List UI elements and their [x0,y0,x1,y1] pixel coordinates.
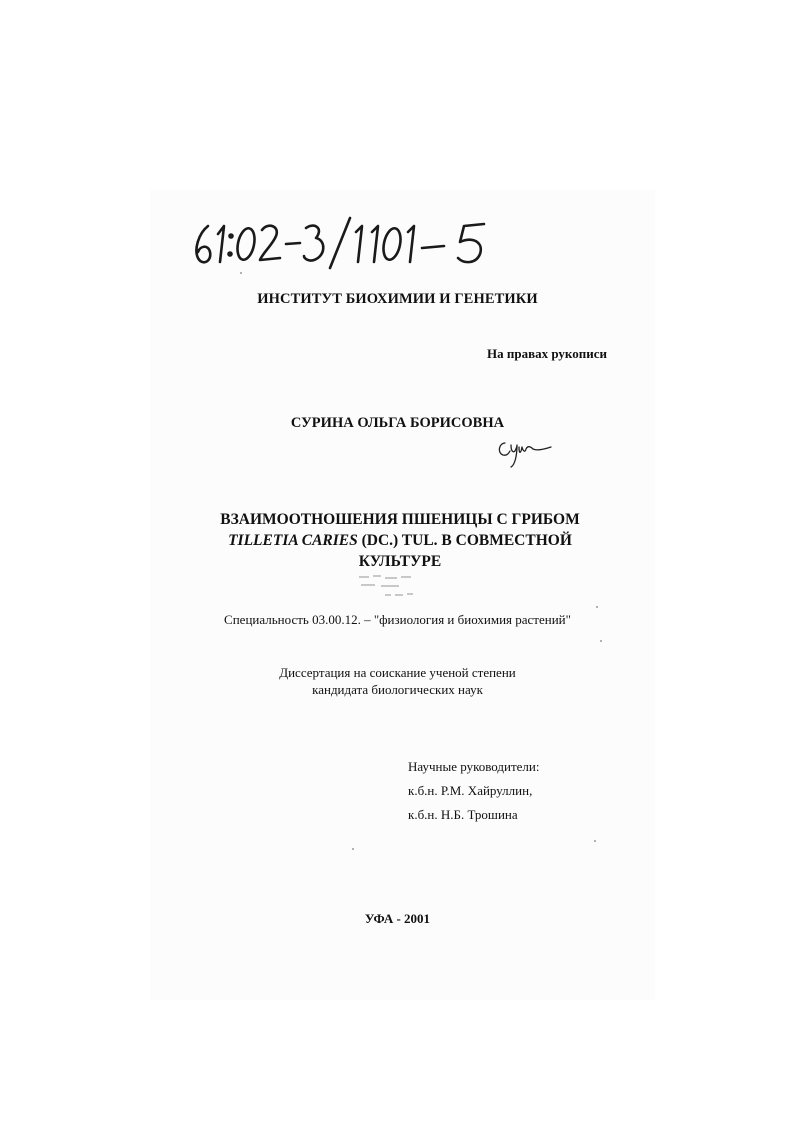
specialty: Специальность 03.00.12. – "физиология и биохимия растений" [224,612,571,627]
degree-statement [0,664,795,698]
city-year: УФА - 2001 [364,911,431,926]
author-name: СУРИНА ОЛЬГА БОРИСОВНА [290,415,505,431]
scan-speck [596,606,598,608]
rights-note: На правах рукописи [487,346,607,361]
degree-line-2: кандидата биологических наук [312,682,483,697]
title-line-2 [200,530,600,551]
title-species-italic: TILLETIA CARIES [228,532,358,549]
faint-stamp-mark [355,572,425,602]
handwritten-archive-number [188,212,518,272]
scan-speck [352,848,354,850]
degree-line-1: Диссертация на соискание ученой степени [279,665,516,680]
title-line-3: КУЛЬТУРЕ [358,553,442,570]
dissertation-title [200,509,600,572]
institute-name: ИНСТИТУТ БИОХИМИИ И ГЕНЕТИКИ [257,291,538,307]
scan-speck [594,840,596,842]
title-line-1: ВЗАИМООТНОШЕНИЯ ПШЕНИЦЫ С ГРИБОМ [220,511,580,528]
title-line-2-rest: (DC.) TUL. В СОВМЕСТНОЙ [357,532,572,549]
supervisor-name: к.б.н. Р.М. Хайруллин, [408,783,533,798]
scan-speck [240,272,242,274]
supervisors-block [408,755,540,827]
author-signature [495,435,555,471]
supervisors-label: Научные руководители: [408,759,540,774]
supervisor-name: к.б.н. Н.Б. Трошина [408,807,518,822]
scan-speck [600,640,602,642]
